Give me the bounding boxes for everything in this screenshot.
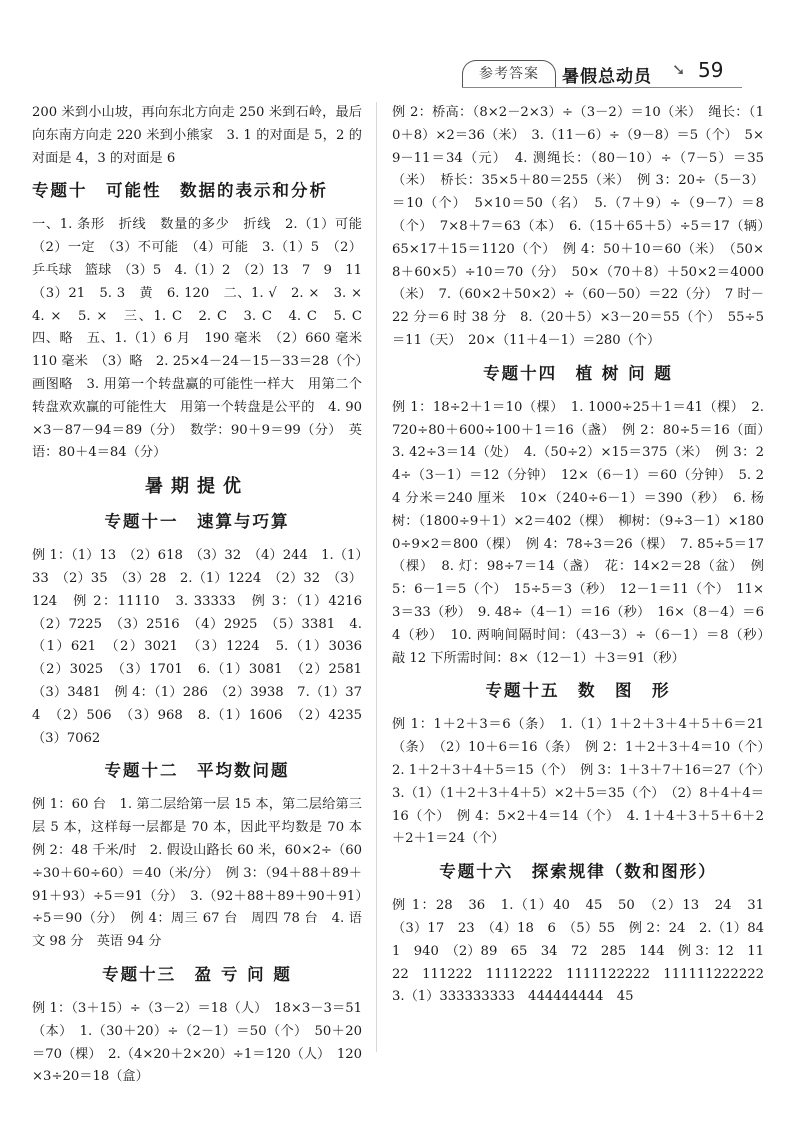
left-column (32, 102, 376, 1089)
right-intro-text: 例 2：桥高：（8×2－2×3）÷（3－2）＝10（米） 绳长：（10＋8）×2＝36（米） 3.（11－6）÷（9－8）＝5（个） 5×9－11＝34（元） 4. 测绳长：（80－10）÷（7－5）＝35（米） 桥长：35×5＋80＝255（米） 例 3：20÷（5－3）＝10（个） 5×10＝50（名） 5.（7＋9）÷（9－7）＝8（个） 7×8＋7＝63（本） 6.（15＋65＋5）÷5＝17（辆） 65×17＋15＝1120（个） 例 4：50＋10＝60（米） （50×8＋60×5）÷10＝70（分） 50×（70＋8）＋50×2＝4000（米） 7.（60×2＋50×2）÷（60－50）＝22（分） 7 时－22 分＝6 时 38 分 8.（20＋5）×3－20＝55（个） 55÷5＝11（天） 20×（11＋4－1）＝280（个） (392, 105, 778, 348)
section-15-answers: 例 1：1＋2＋3＝6（条） 1.（1）1＋2＋3＋4＋5＋6＝21（条） （2）10＋6＝16（条） 例 2：1＋2＋3＋4＝10（个） 2. 1＋2＋3＋4＋5＝15（个） 例 3：1＋3＋7＋16＝27（个） 3.（1）（1＋2＋3＋4＋5）×2＋5＝35（个） （2）8＋4＋4＝16（个） 例 4：5×2＋4＝14（个） 4. 1＋4＋3＋5＋6＋2＋2＋1＝24（个） (392, 717, 778, 847)
answer-key-tab: 参考答案 (462, 60, 556, 87)
section-13-title: 专题十三 盈 亏 问 题 (102, 964, 292, 984)
section-11-answers: 例 1：（1）13 （2）618 （3）32 （4）244 1.（1）33 （2）35 （3）28 2.（1）1224 （2）32 （3）124 例 2：11110 3. 33333 例 3：（1）4216 （2）7225 （3）2516 （4）2925 （5）3381 4.（1）621 （2）3021 （3）1224 5.（1）3036 （2）3025 （3）1701 6.（1）3081 （2）2581 （3）3481 例 4：（1）286 （2）3938 7.（1）374 （2）506 （3）968 8.（1）1606 （2）4235 （3）7062 (32, 548, 376, 746)
summer-improve-title: 暑期提优 (145, 476, 249, 498)
section-16-answers: 例 1：28 36 1.（1）40 45 50 （2）13 24 31 （3）17 23 （4）18 6 （5）55 例 2：24 2.（1）841 940 （2）89 65 34 72 285 144 例 3：12 1122 111222 11112222 1111122222 111111222222 3.（1）333333333 444444444 45 (392, 898, 778, 1005)
section-10-title: 专题十 可能性 数据的表示和分析 (32, 181, 328, 201)
section-14-answers: 例 1：18÷2＋1＝10（棵） 1. 1000÷25＋1＝41（棵） 2. 720÷80＋600÷100＋1＝16（盏） 例 2：80÷5＝16（面） 3. 42÷3＝14（处） 4.（50÷2）×15＝375（米） 例 3：24÷（3－1）＝12（分钟） 12×（6－1）＝60（分钟） 5. 24 分米＝240 厘米 10×（240÷6－1）＝390（秒） 6. 杨树：（1800÷9＋1）×2＝402（棵） 柳树：（9÷3－1）×1800÷9×2＝800（棵） 例 4：78÷3＝26（棵） 7. 85÷5＝17（棵） 8. 灯：98÷7＝14（盏） 花：14×2＝28（盆） 例 5：6－1＝5（个） 15÷5＝3（秒） 12－1＝11（个） 11×3＝33（秒） 9. 48÷（4－1）＝16（秒） 16×（8－4）＝64（秒） 10. 两响间隔时间：（43－3）÷（6－1）＝8（秒） 敲 12 下所需时间：8×（12－1）＋3＝91（秒） (392, 399, 778, 666)
section-13-answers: 例 1：（3＋15）÷（3－2）＝18（人） 18×3－3＝51（本） 1.（30＋20）÷（2－1）＝50（个） 50＋20＝70（棵） 2.（4×20＋2×20）÷1＝120（人） 120×3÷20＝18（盒） (32, 1000, 362, 1085)
section-14-title: 专题十四 植 树 问 题 (483, 363, 673, 383)
page-header (462, 56, 762, 92)
right-column (392, 102, 778, 1009)
section-12-answers: 例 1：60 台 1. 第二层给第一层 15 本，第二层给第三层 5 本，这样每一层都是 70 本，因此平均数是 70 本 例 2：48 千米/时 2. 假设山路长 60 米，60×2÷（60÷30＋60÷60）＝40（米/分） 例 3：（94＋88＋89＋91＋93）÷5＝91（分） 3.（92＋88＋89＋90＋91）÷5＝90（分） 例 4：周三 67 台 周四 78 台 4. 语文 98 分 英语 94 分 (32, 797, 376, 950)
header-rule (462, 87, 742, 88)
section-10-answers: 一、1. 条形 折线 数量的多少 折线 2.（1）可能 （2）一定 （3）不可能 （4）可能 3.（1）5 （2）乒乓球 篮球 （3）5 4.（1）2 （2）13 7 9 11 （3）21 5. 3 黄 6. 120 二、1. √ 2. × 3. × 4. × 5. × 三、1. C 2. C 3. C 4. C 5. C 四、略 五、1.（1）6 月 190 毫米 （2）660 毫米 110 毫米 （3）略 2. 25×4－24－15－33＝28（个） 画图略 3. 用第一个转盘赢的可能性一样大 用第二个转盘欢欢赢的可能性大 用第一个转盘是公平的 4. 90×3－87－94＝89（分） 数学：90＋9＝99（分） 英语：80＋4＝84（分） (32, 217, 376, 461)
arrow-icon: ➘ (672, 60, 686, 79)
page-number: 59 (698, 58, 724, 82)
section-12-title: 专题十二 平均数问题 (104, 761, 290, 781)
section-16-title: 专题十六 探索规律（数和图形） (439, 862, 717, 882)
section-15-title: 专题十五 数 图 形 (485, 681, 671, 701)
section-11-title: 专题十一 速算与巧算 (104, 512, 290, 532)
column-divider (376, 102, 377, 1052)
left-intro-text: 200 米到小山坡，再向东北方向走 250 米到石岭，最后向东南方向走 220 米到小熊家 3. 1 的对面是 5，2 的对面是 4，3 的对面是 6 (32, 105, 362, 166)
book-title: 暑假总动员 (562, 67, 652, 87)
